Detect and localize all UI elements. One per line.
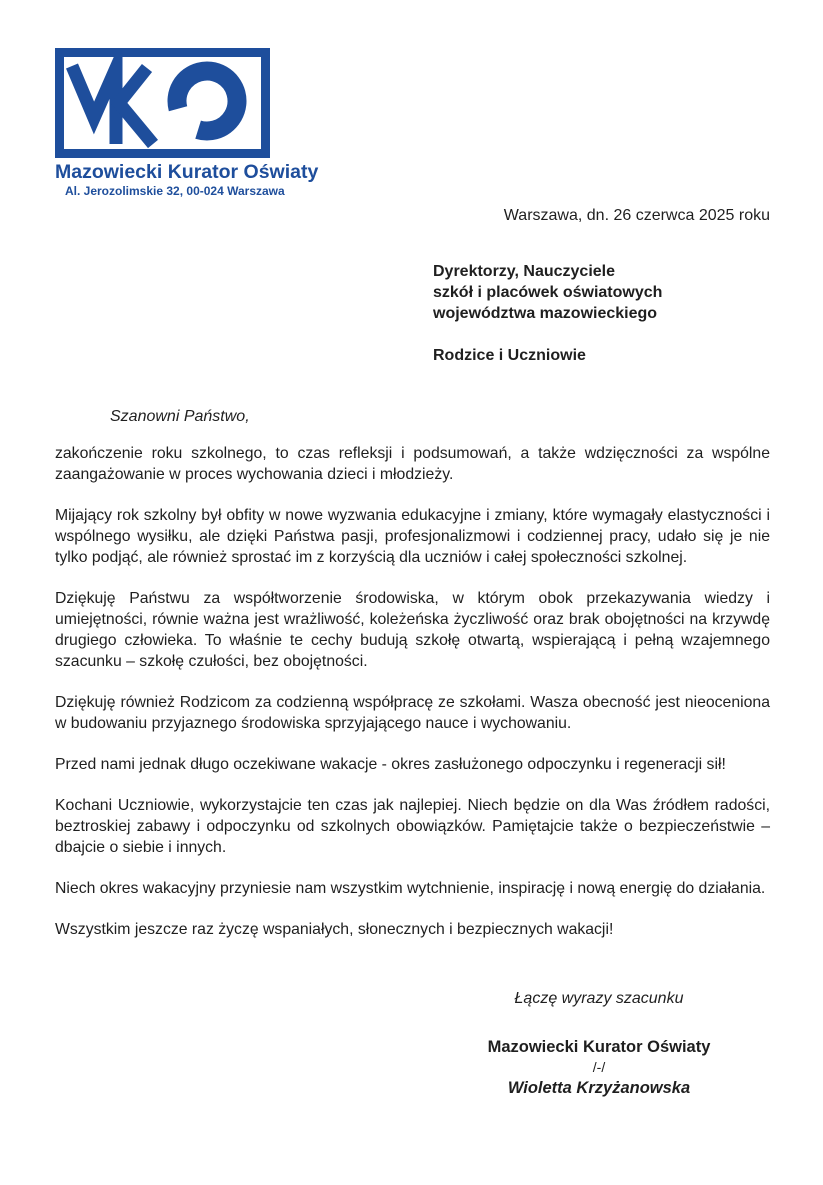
body-paragraph: Kochani Uczniowie, wykorzystajcie ten czas jak najlepiej. Niech będzie on dla Was źródłem radości, beztroskiej zabawy i odpoczynku od szkolnych obowiązków. Pamiętajcie także o bezpieczeństwie – dbajcie o siebie i innych. — [55, 797, 770, 856]
salutation: Szanowni Państwo, — [110, 408, 250, 425]
recipient-line: Dyrektorzy, Nauczyciele — [433, 263, 616, 280]
recipient-line: szkół i placówek oświatowych — [433, 284, 663, 301]
letter-body — [55, 443, 770, 940]
signer-title: Mazowiecki Kurator Oświaty — [487, 1038, 711, 1056]
signer-name: Wioletta Krzyżanowska — [507, 1079, 691, 1097]
body-paragraph: Wszystkim jeszcze raz życzę wspaniałych, słonecznych i bezpiecznych wakacji! — [55, 921, 614, 938]
body-paragraph: zakończenie roku szkolnego, to czas refleksji i podsumowań, a także wdzięczności za wspólne zaangażowanie w proces wychowania dzieci i młodzieży. — [55, 445, 770, 483]
body-paragraph: Mijający rok szkolny był obfity w nowe wyzwania edukacyjne i zmiany, które wymagały elastyczności i wspólnego wysiłku, ale dzięki Państwa pasji, profesjonalizmowi i codziennej pracy, udało się je nie tylko podjąć, ale również sprostać im z korzyścią dla uczniów i całej społeczności szkolnej. — [55, 507, 770, 566]
body-paragraph: Przed nami jednak długo oczekiwane wakacje - okres zasłużonego odpoczynku i regeneracji sił! — [55, 756, 726, 773]
org-address: Al. Jerozolimskie 32, 00-024 Warszawa — [65, 184, 285, 198]
letterhead — [55, 48, 319, 198]
recipient-line: województwa mazowieckiego — [433, 305, 658, 322]
farewell-phrase: Łączę wyrazy szacunku — [514, 990, 684, 1007]
signed-mark: /-/ — [592, 1059, 606, 1075]
body-paragraph: Niech okres wakacyjny przyniesie nam wszystkim wytchnienie, inspirację i nową energię do działania. — [55, 880, 766, 897]
recipients-block — [433, 261, 770, 366]
letter-header — [55, 48, 770, 225]
closing-block — [428, 988, 770, 1099]
mko-logo-icon — [55, 48, 270, 158]
date-line: Warszawa, dn. 26 czerwca 2025 roku — [503, 207, 770, 224]
org-name: Mazowiecki Kurator Oświaty — [55, 161, 319, 183]
body-paragraph: Dziękuję również Rodzicom za codzienną współpracę ze szkołami. Wasza obecność jest nieoceniona w budowaniu przyjaznego środowiska sprzyjającego nauce i wychowaniu. — [55, 694, 770, 732]
recipient-line: Rodzice i Uczniowie — [433, 347, 586, 364]
body-paragraph: Dziękuję Państwu za współtworzenie środowiska, w którym obok przekazywania wiedzy i umiejętności, równie ważna jest wrażliwość, koleżeńska życzliwość oraz brak obojętności na krzywdę drugiego człowieka. To właśnie te cechy budują szkołę otwartą, wspierającą i pełną wzajemnego szacunku – szkołę czułości, bez obojętności. — [55, 590, 770, 670]
